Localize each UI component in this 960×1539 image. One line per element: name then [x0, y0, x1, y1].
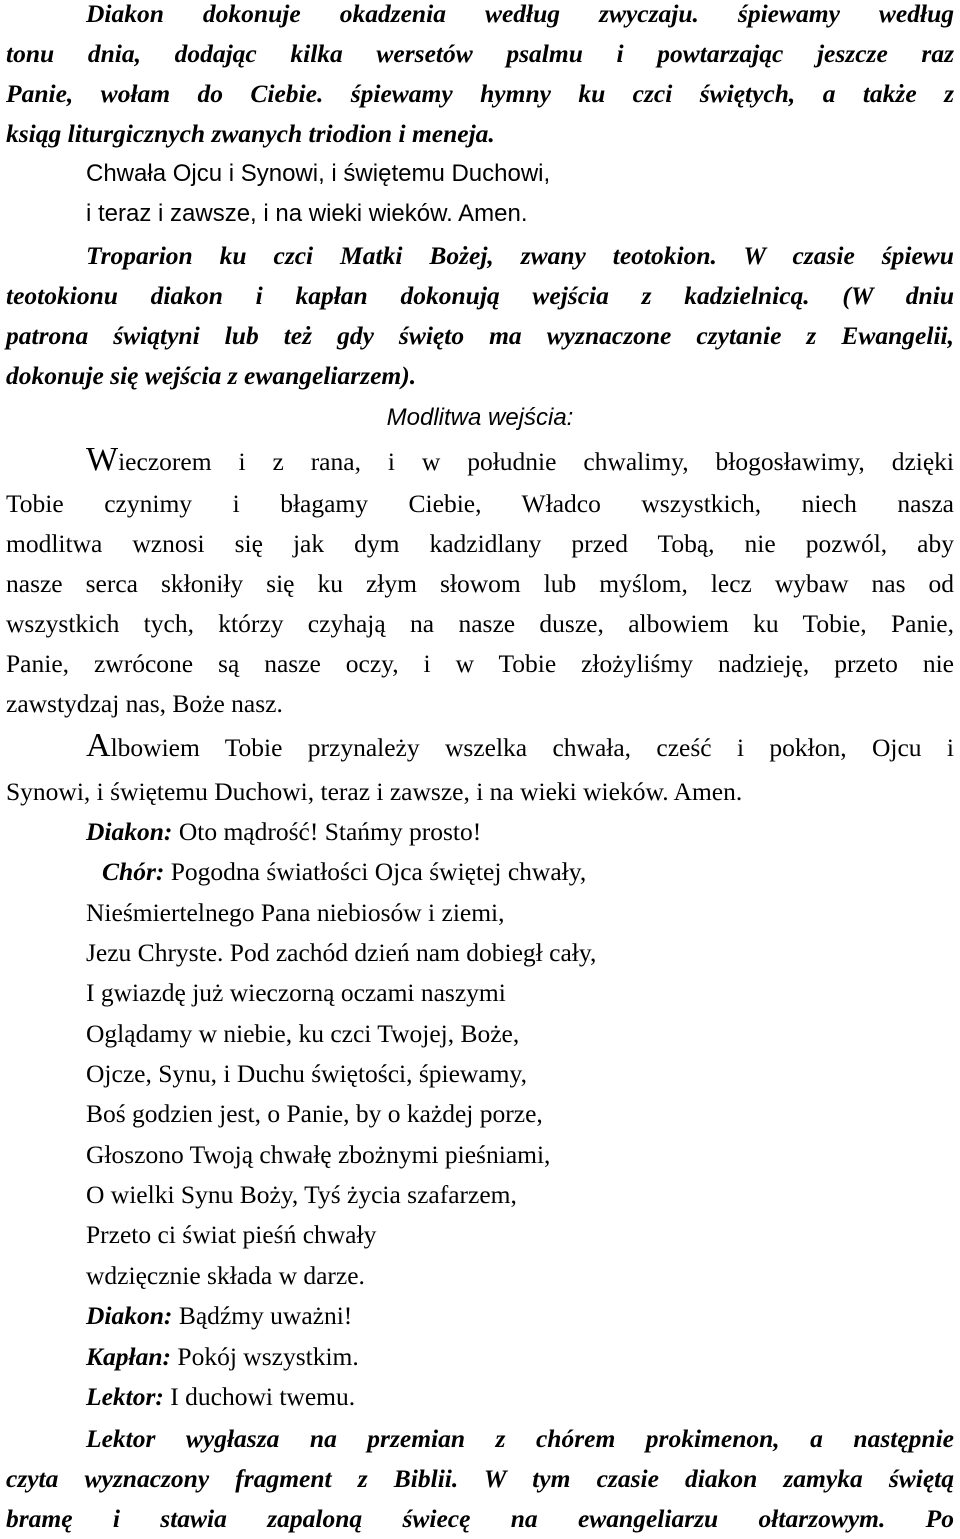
prayer-line: nasze serca skłoniły się ku złym słowom lub myślom, lecz wybaw nas od [6, 569, 954, 598]
rubric-line: Diakon dokonuje okadzenia według zwyczaju. śpiewamy według [86, 0, 954, 28]
hymn-first-line [102, 852, 954, 892]
dialogue-line [86, 1377, 954, 1417]
rubric-line: tonu dnia, dodając kilka wersetów psalmu i powtarzając jeszcze raz [6, 39, 954, 68]
speaker-label: Diakon: [86, 1301, 173, 1330]
prayer-line: modlitwa wznosi się jak dym kadzidlany przed Tobą, nie pozwól, aby [6, 529, 954, 558]
rubric-line: teotokionu diakon i kapłan dokonują wejścia z kadzielnicą. (W dniu [6, 281, 954, 310]
doxology-line: Chwała Ojcu i Synowi, i świętemu Duchowi, [86, 160, 551, 187]
rubric-line: dokonuje się wejścia z ewangeliarzem). [6, 361, 417, 390]
rubric-line: bramę i stawia zapaloną świecę na ewangeliarzu ołtarzowym. Po [6, 1504, 954, 1533]
speaker-label: Kapłan: [86, 1342, 172, 1371]
speaker-label: Lektor: [86, 1382, 164, 1411]
prayer-line: Tobie czynimy i błagamy Ciebie, Władco wszystkich, niech nasza [6, 489, 954, 518]
ekphonesis-first-line [86, 726, 954, 766]
hymn-line: I gwiazdę już wieczorną oczami naszymi [86, 978, 506, 1007]
dialogue-text: Pokój wszystkim. [171, 1342, 359, 1371]
prayer-text: ieczorem i z rana, i w południe chwalimy, błogosławimy, dzięki [118, 447, 954, 476]
prayer-line: Panie, zwrócone są nasze oczy, i w Tobie złożyliśmy nadzieję, przeto nie [6, 649, 954, 678]
speaker-label: Diakon: [86, 817, 173, 846]
ekphonesis-text: lbowiem Tobie przynależy wszelka chwała, cześć i pokłon, Ojcu i [110, 733, 954, 762]
dialogue-text: I duchowi twemu. [163, 1382, 356, 1411]
prayer-line: wszystkich tych, którzy czyhają na nasze dusze, albowiem ku Tobie, Panie, [6, 609, 954, 638]
ekphonesis-line: Synowi, i świętemu Duchowi, teraz i zawsze, i na wieki wieków. Amen. [6, 777, 743, 806]
hymn-line: Nieśmiertelnego Pana niebiosów i ziemi, [86, 898, 505, 927]
dialogue-line [86, 1337, 954, 1377]
rubric-line: Panie, wołam do Ciebie. śpiewamy hymny ku czci świętych, a także z [6, 79, 954, 108]
hymn-text: Pogodna światłości Ojca świętej chwały, [164, 857, 587, 886]
rubric-line: Troparion ku czci Matki Bożej, zwany teotokion. W czasie śpiewu [86, 241, 954, 270]
prayer-line: zawstydzaj nas, Boże nasz. [6, 689, 283, 718]
dialogue-line [86, 812, 954, 852]
hymn-line: Jezu Chryste. Pod zachód dzień nam dobiegł cały, [86, 938, 597, 967]
rubric-line: patrona świątyni lub też gdy święto ma wyznaczone czytanie z Ewangelii, [6, 321, 954, 350]
hymn-line: wdzięcznie składa w darze. [86, 1261, 365, 1290]
prayer-first-line [86, 440, 954, 480]
hymn-line: Przeto ci świat pieśń chwały [86, 1220, 377, 1249]
rubric-line: ksiąg liturgicznych zwanych triodion i meneja. [6, 119, 495, 148]
dialogue-text: Oto mądrość! Stańmy prosto! [172, 817, 482, 846]
dialogue-text: Bądźmy uważni! [172, 1301, 353, 1330]
speaker-label: Chór: [102, 857, 165, 886]
hymn-line: Ojcze, Synu, i Duchu świętości, śpiewamy, [86, 1059, 527, 1088]
hymn-line: Głoszono Twoją chwałę zbożnymi pieśniami, [86, 1140, 551, 1169]
drop-initial: W [86, 441, 119, 478]
drop-initial: A [86, 727, 111, 764]
rubric-line: czyta wyznaczony fragment z Biblii. W tym czasie diakon zamyka świętą [6, 1464, 954, 1493]
doxology-line: i teraz i zawsze, i na wieki wieków. Amen. [86, 200, 528, 227]
rubric-line: Lektor wygłasza na przemian z chórem prokimenon, a następnie [86, 1424, 954, 1453]
hymn-line: Oglądamy w niebie, ku czci Twojej, Boże, [86, 1019, 520, 1048]
dialogue-line [86, 1296, 954, 1336]
prayer-title: Modlitwa wejścia: [386, 404, 574, 431]
hymn-line: O wielki Synu Boży, Tyś życia szafarzem, [86, 1180, 517, 1209]
hymn-line: Boś godzien jest, o Panie, by o każdej porze, [86, 1099, 543, 1128]
